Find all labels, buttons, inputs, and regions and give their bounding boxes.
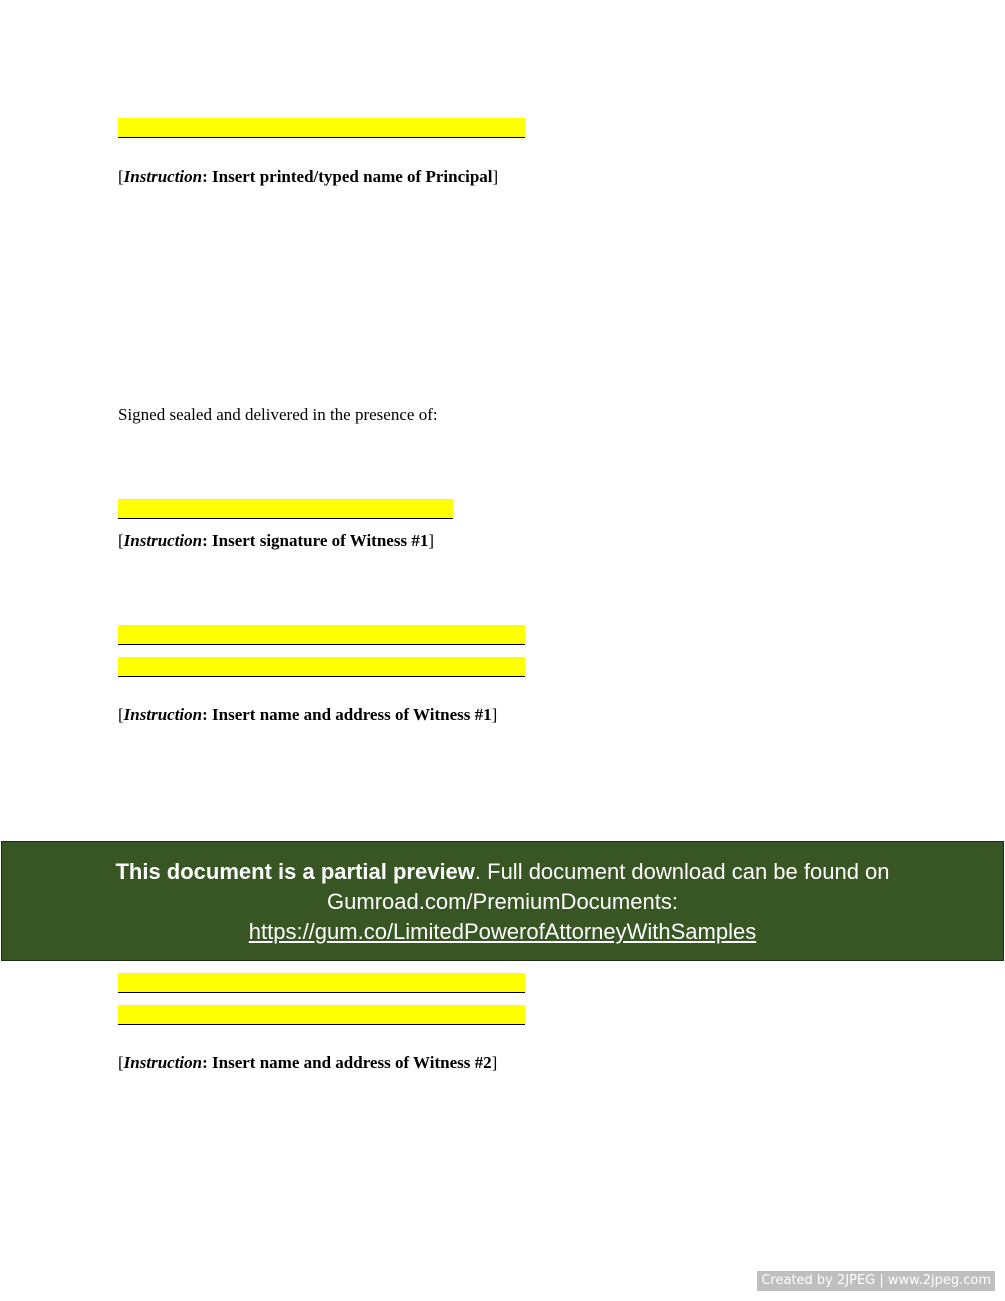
instruction-text: : Insert name and address of Witness #2 — [202, 1053, 492, 1072]
banner-line-2: Gumroad.com/PremiumDocuments: — [327, 889, 678, 914]
principal-name-instruction: [Instruction: Insert printed/typed name of Principal] — [118, 167, 499, 186]
witness1-name-blank — [118, 625, 525, 645]
instruction-text: : Insert signature of Witness #1 — [202, 531, 429, 550]
witness1-signature-blank — [118, 499, 453, 519]
instruction-text: : Insert name and address of Witness #1 — [202, 705, 492, 724]
witness2-name-blank — [118, 973, 525, 993]
download-link[interactable]: https://gum.co/LimitedPowerofAttorneyWithSamples — [248, 919, 757, 944]
witness1-address-blank — [118, 657, 525, 677]
banner-bold-text: This document is a partial preview — [115, 859, 475, 884]
witness1-name-address-instruction: [Instruction: Insert name and address of Witness #1] — [118, 705, 498, 724]
instruction-text: : Insert printed/typed name of Principal — [202, 167, 493, 186]
banner-line-1 — [2, 857, 1003, 887]
witness2-name-address-instruction: [Instruction: Insert name and address of Witness #2] — [118, 1053, 498, 1072]
partial-preview-banner — [1, 841, 1004, 961]
instruction-label: Instruction — [123, 531, 203, 550]
witness1-signature-instruction: [Instruction: Insert signature of Witness #1] — [118, 531, 434, 550]
instruction-label: Instruction — [123, 167, 203, 186]
watermark-label: Created by 2JPEG | www.2jpeg.com — [757, 1271, 995, 1291]
principal-name-blank — [118, 118, 525, 138]
banner-normal-text: . Full document download can be found on — [474, 859, 890, 884]
witness2-address-blank — [118, 1005, 525, 1025]
instruction-label: Instruction — [123, 1053, 203, 1072]
witness-intro-text: Signed sealed and delivered in the presence of: — [118, 405, 438, 424]
instruction-label: Instruction — [123, 705, 203, 724]
